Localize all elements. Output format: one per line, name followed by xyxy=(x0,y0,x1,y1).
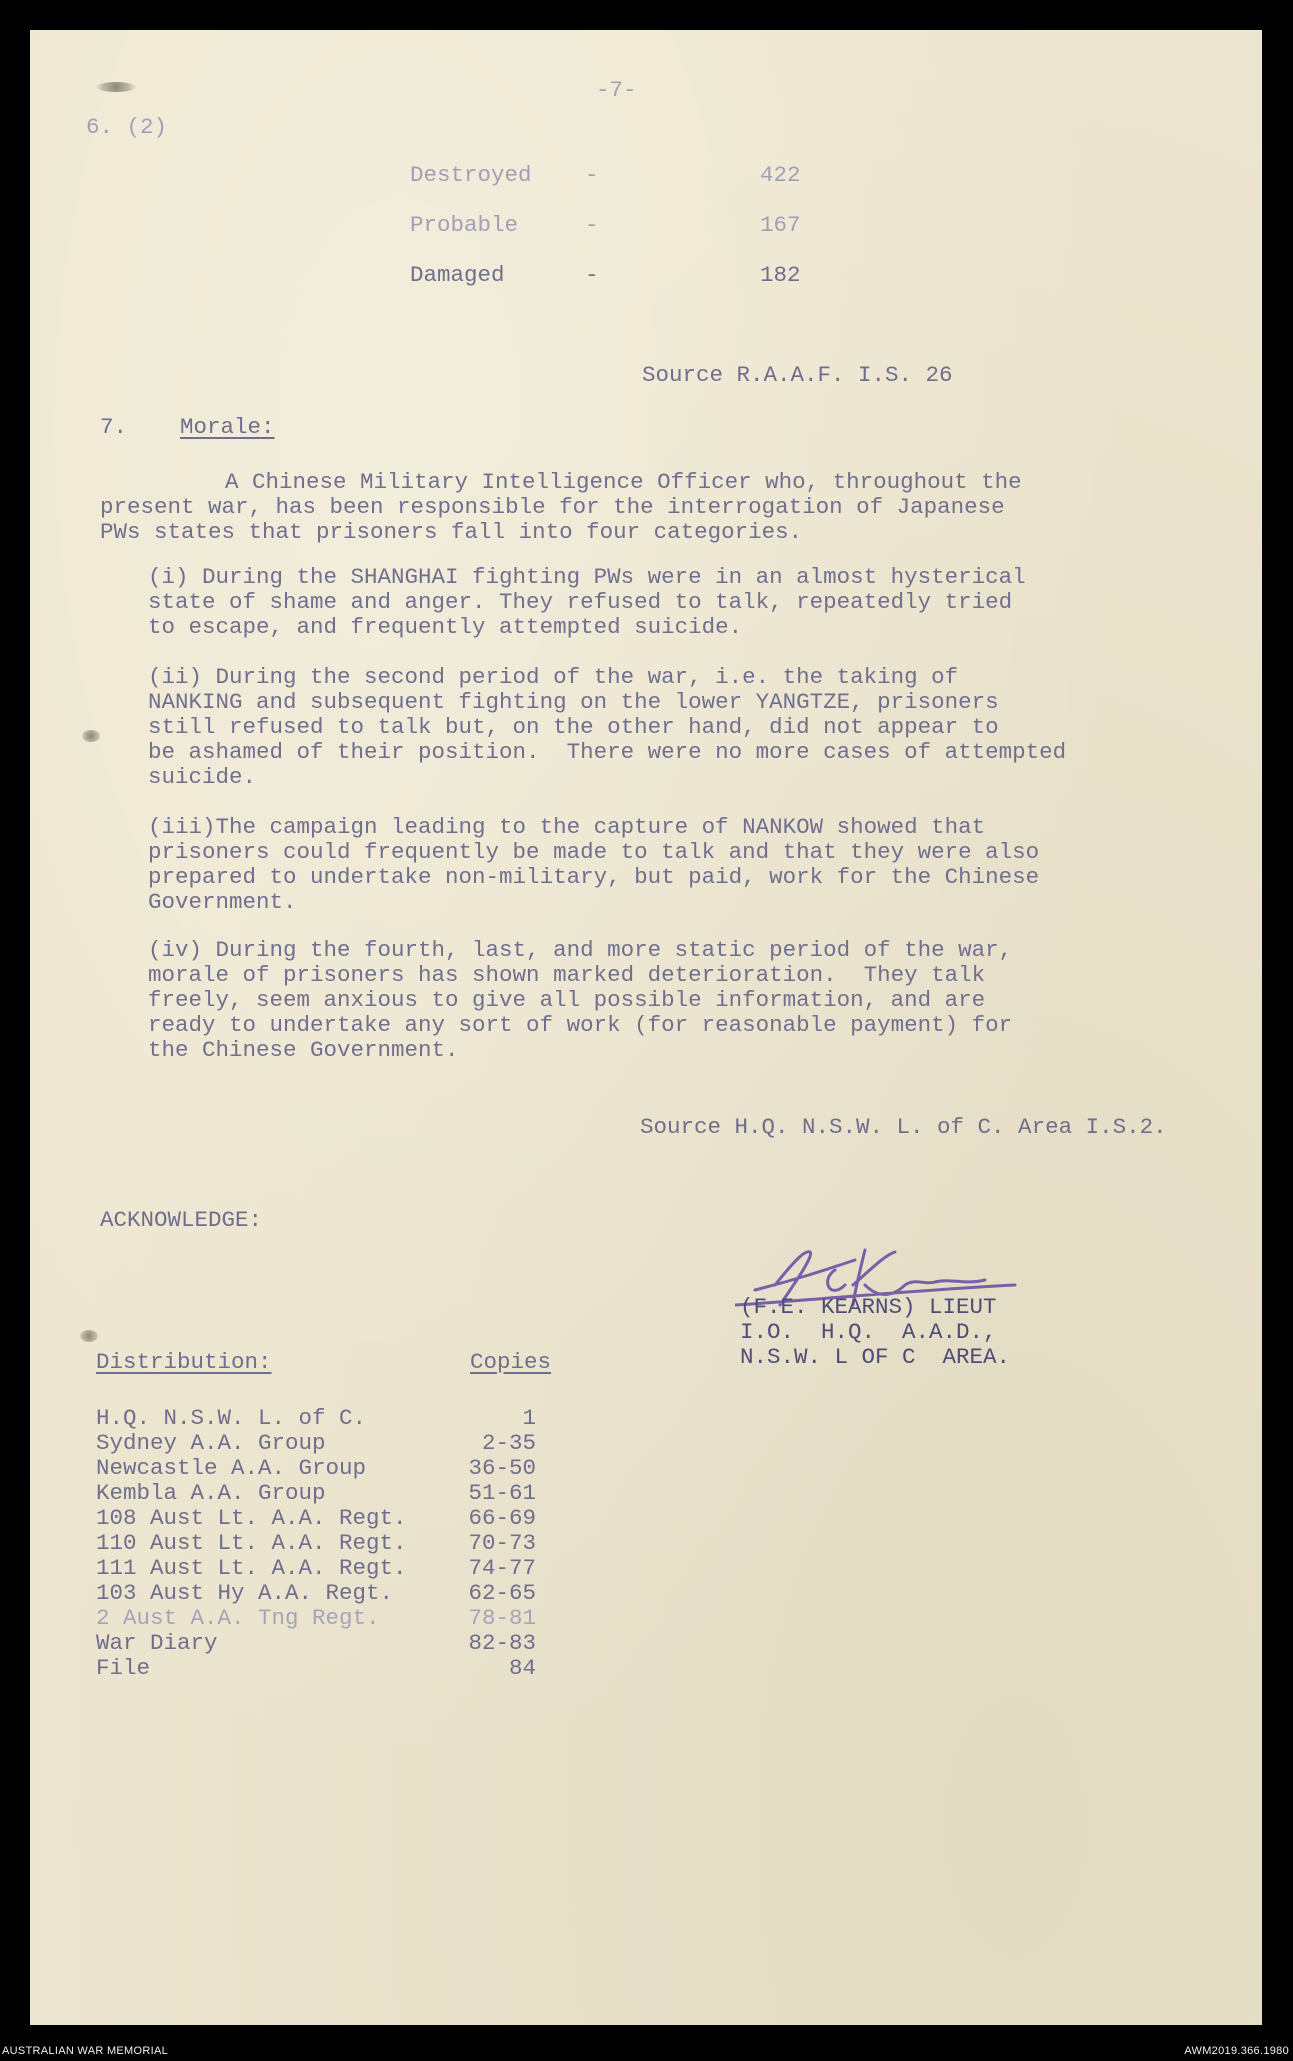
category-item-line: prepared to undertake non-military, but paid, work for the Chinese xyxy=(148,864,1040,890)
footer-item-id: AWM2019.366.1980 xyxy=(1184,2045,1289,2057)
section-heading: Morale: xyxy=(180,414,275,440)
distribution-copies: 74-77 xyxy=(468,1555,536,1581)
distribution-heading: Distribution: xyxy=(96,1349,272,1375)
signatory-area: N.S.W. L OF C AREA. xyxy=(740,1344,1011,1370)
intro-line: present war, has been responsible for the interrogation of Japanese xyxy=(100,494,1005,520)
category-item-line: be ashamed of their position. There were no more cases of attempted xyxy=(148,739,1067,765)
claim-dash: - xyxy=(585,212,599,238)
distribution-unit: War Diary xyxy=(96,1630,218,1656)
distribution-row xyxy=(96,1555,536,1580)
punch-mark xyxy=(96,82,136,92)
distribution-unit: Kembla A.A. Group xyxy=(96,1480,326,1506)
source-ref-1: Source R.A.A.F. I.S. 26 xyxy=(642,362,953,388)
section-ref: 6. (2) xyxy=(86,114,168,140)
distribution-row xyxy=(96,1505,536,1530)
category-item-line: to escape, and frequently attempted suicide. xyxy=(148,614,743,640)
source-ref-2: Source H.Q. N.S.W. L. of C. Area I.S.2. xyxy=(640,1114,1167,1140)
footer-archive-name: AUSTRALIAN WAR MEMORIAL xyxy=(2,2045,169,2057)
claim-label: Probable xyxy=(410,212,519,238)
distribution-row xyxy=(96,1480,536,1505)
category-item-line: suicide. xyxy=(148,764,257,790)
category-item-line: NANKING and subsequent fighting on the lower YANGTZE, prisoners xyxy=(148,689,999,715)
category-item-line: (ii) During the second period of the war, i.e. the taking of xyxy=(148,664,959,690)
category-item-line: ready to undertake any sort of work (for reasonable payment) for xyxy=(148,1012,1013,1038)
section-number: 7. xyxy=(100,414,128,440)
distribution-row xyxy=(96,1630,536,1655)
category-item-line: Government. xyxy=(148,889,297,915)
distribution-row xyxy=(96,1430,536,1455)
category-item-line: (iii)The campaign leading to the capture of NANKOW showed that xyxy=(148,814,986,840)
document-page xyxy=(30,30,1262,2025)
category-item-line: state of shame and anger. They refused to talk, repeatedly tried xyxy=(148,589,1013,615)
copies-heading: Copies xyxy=(470,1349,552,1375)
acknowledge-label: ACKNOWLEDGE: xyxy=(100,1207,263,1233)
claim-dash: - xyxy=(585,162,599,188)
distribution-row xyxy=(96,1455,536,1480)
category-item-line: still refused to talk but, on the other hand, did not appear to xyxy=(148,714,999,740)
signatory-title: I.O. H.Q. A.A.D., xyxy=(740,1319,997,1345)
distribution-unit: 110 Aust Lt. A.A. Regt. xyxy=(96,1530,407,1556)
distribution-unit: 103 Aust Hy A.A. Regt. xyxy=(96,1580,394,1606)
distribution-unit: File xyxy=(96,1655,151,1681)
intro-line: PWs states that prisoners fall into four categories. xyxy=(100,519,803,545)
distribution-copies: 78-81 xyxy=(468,1605,536,1631)
intro-line: A Chinese Military Intelligence Officer who, throughout the xyxy=(225,469,1022,495)
distribution-unit: 108 Aust Lt. A.A. Regt. xyxy=(96,1505,407,1531)
claim-label: Damaged xyxy=(410,262,505,288)
distribution-row xyxy=(96,1405,536,1430)
category-item-line: (i) During the SHANGHAI fighting PWs were in an almost hysterical xyxy=(148,564,1026,590)
distribution-copies: 62-65 xyxy=(468,1580,536,1606)
category-item-line: morale of prisoners has shown marked deterioration. They talk xyxy=(148,962,986,988)
distribution-unit: Newcastle A.A. Group xyxy=(96,1455,367,1481)
distribution-copies: 82-83 xyxy=(468,1630,536,1656)
distribution-copies: 1 xyxy=(522,1405,536,1431)
distribution-copies: 66-69 xyxy=(468,1505,536,1531)
distribution-copies: 84 xyxy=(508,1655,536,1681)
claim-value: 182 xyxy=(760,262,801,288)
punch-hole xyxy=(82,730,100,742)
claim-value: 422 xyxy=(760,162,801,188)
claim-dash: - xyxy=(585,262,599,288)
category-item-line: freely, seem anxious to give all possible information, and are xyxy=(148,987,986,1013)
distribution-row xyxy=(96,1580,536,1605)
distribution-unit: 111 Aust Lt. A.A. Regt. xyxy=(96,1555,407,1581)
distribution-copies: 70-73 xyxy=(468,1530,536,1556)
page-number: -7- xyxy=(596,77,637,103)
category-item-line: prisoners could frequently be made to talk and that they were also xyxy=(148,839,1040,865)
distribution-unit: 2 Aust A.A. Tng Regt. xyxy=(96,1605,380,1631)
claim-label: Destroyed xyxy=(410,162,532,188)
claim-value: 167 xyxy=(760,212,801,238)
category-item-line: (iv) During the fourth, last, and more static period of the war, xyxy=(148,937,1013,963)
distribution-row xyxy=(96,1605,536,1630)
distribution-copies: 2-35 xyxy=(481,1430,536,1456)
distribution-row xyxy=(96,1655,536,1680)
distribution-copies: 36-50 xyxy=(468,1455,536,1481)
category-item-line: the Chinese Government. xyxy=(148,1037,459,1063)
distribution-unit: H.Q. N.S.W. L. of C. xyxy=(96,1405,367,1431)
distribution-unit: Sydney A.A. Group xyxy=(96,1430,326,1456)
signatory-name: (F.E. KEARNS) LIEUT xyxy=(740,1294,997,1320)
distribution-copies: 51-61 xyxy=(468,1480,536,1506)
distribution-row xyxy=(96,1530,536,1555)
punch-hole xyxy=(80,1330,98,1342)
